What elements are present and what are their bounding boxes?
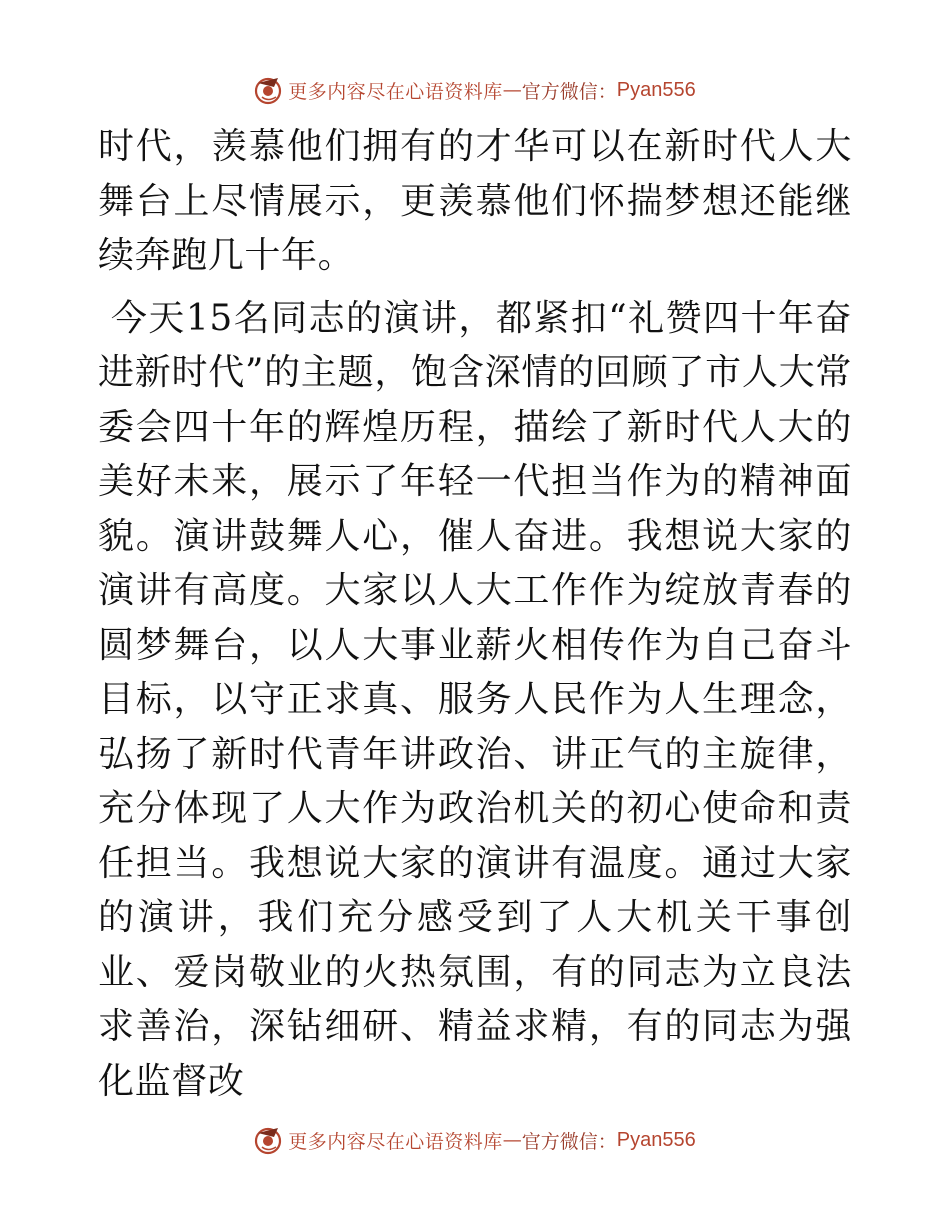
document-body <box>98 120 852 1109</box>
footer-brand-text: 更多内容尽在心语资料库 <box>288 1130 503 1153</box>
footer-banner <box>0 1120 950 1160</box>
footer-official-label: 官方微信： <box>521 1130 617 1153</box>
footer-dash: — <box>502 1129 522 1151</box>
header-banner <box>0 70 950 110</box>
header-wechat-id: Pyan556 <box>616 78 696 101</box>
paragraph-2: 今天15名同志的演讲，都紧扣“礼赞四十年奋进新时代”的主题，饱含深情的回顾了市人大常委会四十年的辉煌历程，描绘了新时代人大的美好未来，展示了年轻一代担当作为的精神面貌。演讲鼓舞人心，催人奋进。我想说大家的演讲有高度。大家以人大工作作为绽放青春的圆梦舞台，以人大事业薪火相传作为自己奋斗目标，以守正求真、服务人民作为人生理念，弘扬了新时代青年讲政治、讲正气的主旋律，充分体现了人大作为政治机关的初心使命和责任担当。我想说大家的演讲有温度。通过大家的演讲，我们充分感受到了人大机关干事创业、爱岗敬业的火热氛围，有的同志为立良法求善治，深钻细研、精益求精，有的同志为强化监督改 <box>98 297 852 1102</box>
brand-logo-icon <box>254 75 284 105</box>
footer-wechat-id: Pyan556 <box>616 1128 696 1151</box>
header-dash: — <box>502 79 522 101</box>
brand-logo-icon <box>254 1125 284 1155</box>
header-brand-text: 更多内容尽在心语资料库 <box>288 80 503 103</box>
header-official-label: 官方微信： <box>521 80 617 103</box>
paragraph-1: 时代，羡慕他们拥有的才华可以在新时代人大舞台上尽情展示，更羡慕他们怀揣梦想还能继续奔跑几十年。 <box>98 126 852 276</box>
